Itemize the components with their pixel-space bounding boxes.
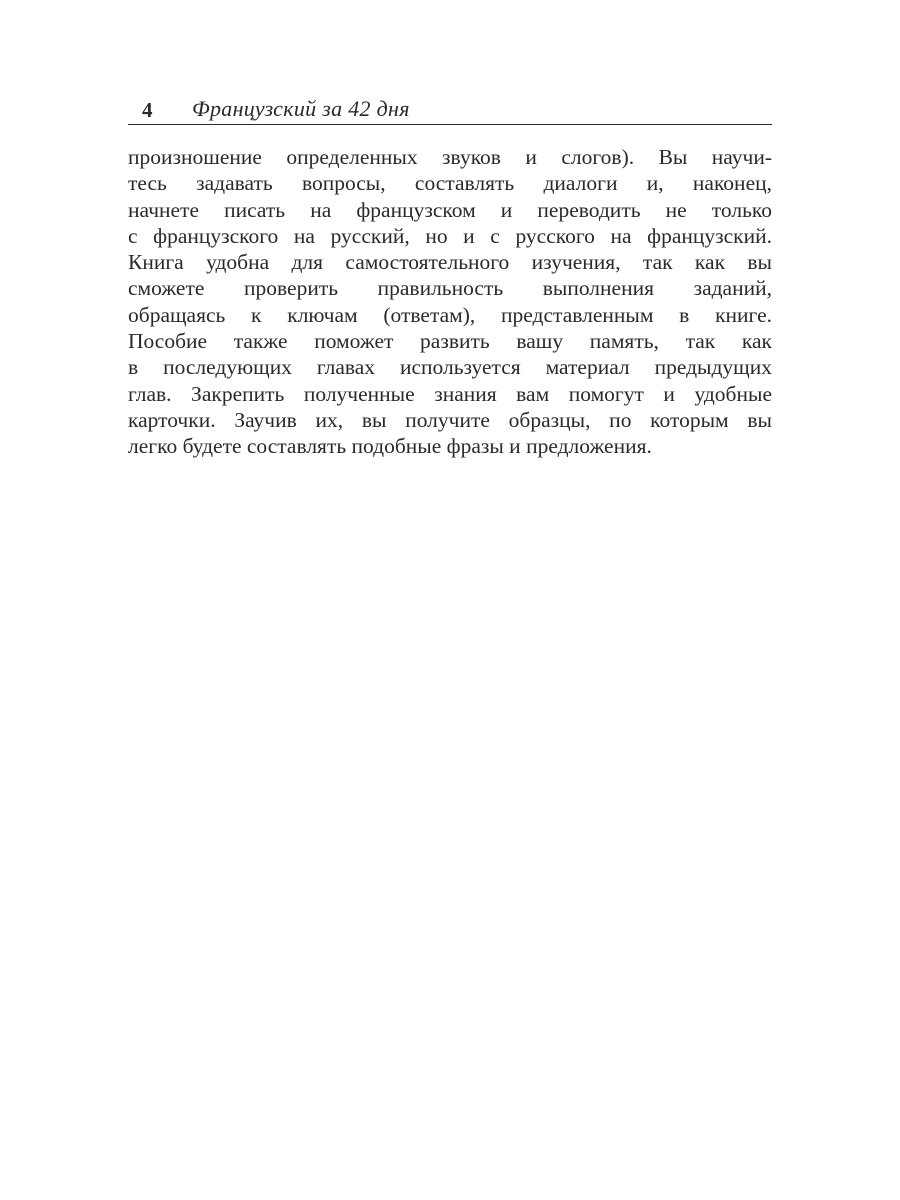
text-line: в последующих главах используется материал предыдущих (128, 355, 772, 380)
page-number: 4 (142, 98, 153, 122)
text-line: глав. Закрепить полученные знания вам помогут и удобные (128, 381, 772, 406)
text-line: Книга удобна для самостоятельного изучения, так как вы (128, 250, 772, 275)
running-title: Французский за 42 дня (192, 96, 410, 121)
text-line: обращаясь к ключам (ответам), представленным в книге. (128, 302, 772, 327)
running-header (128, 96, 772, 125)
text-line: произношение определенных звуков и слогов). Вы научи- (128, 145, 772, 169)
text-line: начнете писать на французском и переводить не только (128, 197, 772, 222)
text-line: тесь задавать вопросы, составлять диалоги и, наконец, (128, 171, 772, 196)
text-line: карточки. Заучив их, вы получите образцы, по которым вы (128, 407, 772, 432)
text-line: легко будете составлять подобные фразы и предложения. (128, 434, 652, 459)
body-paragraph (128, 144, 772, 460)
text-line: сможете проверить правильность выполнения заданий, (128, 276, 772, 301)
text-line: с французского на русский, но и с русского на французский. (128, 223, 772, 248)
text-line: Пособие также поможет развить вашу память, так как (128, 329, 772, 354)
